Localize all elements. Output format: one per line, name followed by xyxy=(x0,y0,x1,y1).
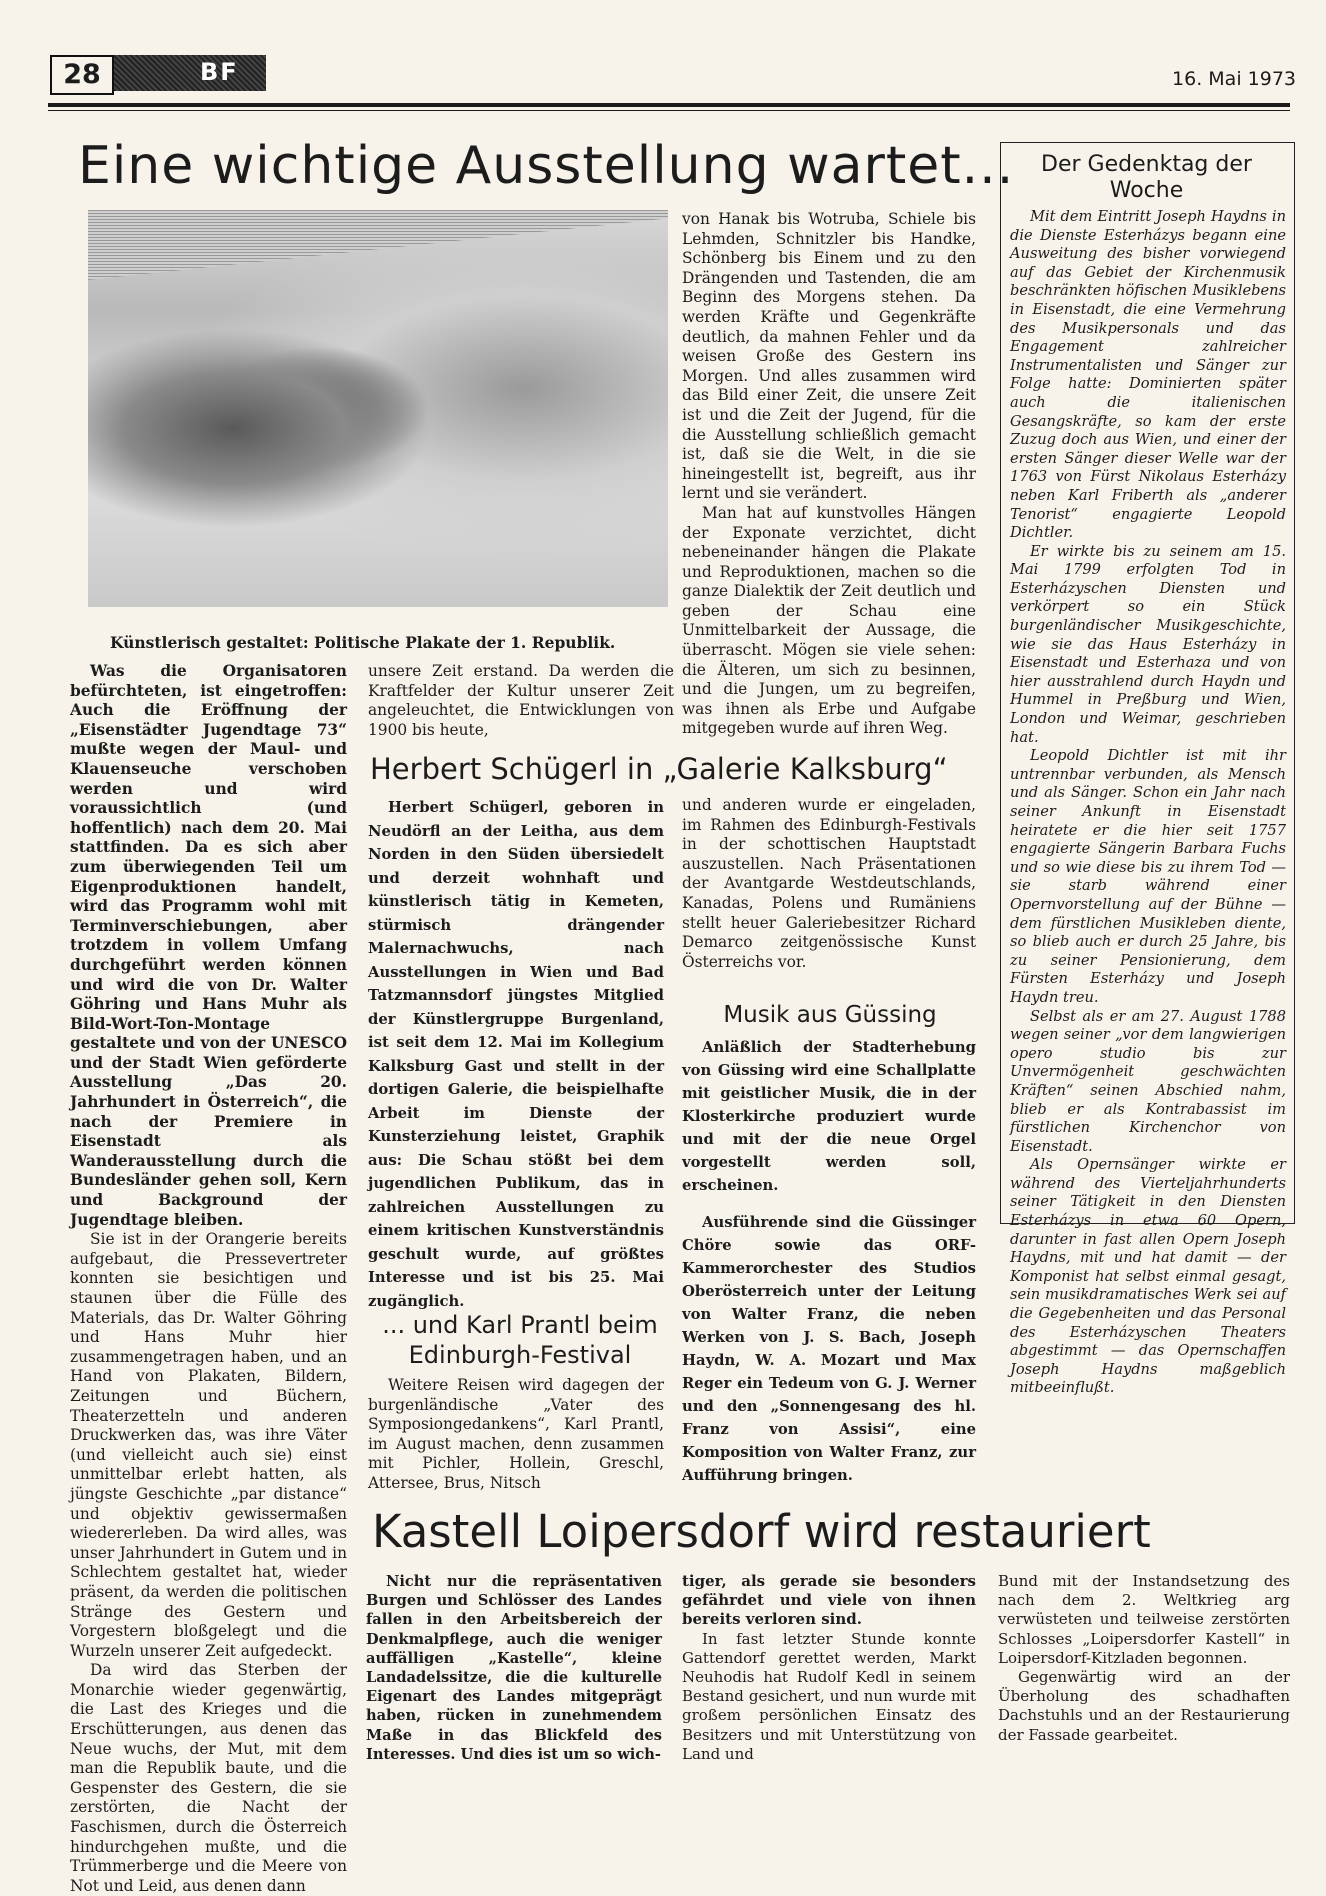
sidebar-paragraph: Mit dem Eintritt Joseph Haydns in die Dienste Esterházys begann eine Ausweitung des bisher vorwiegend auf das Gebiet der Kirchenmusik beschränkten höfischen Musiklebens in Eisenstadt, die eine Vermehrung des Musikpersonals und das Engagement zahlreicher Instrumentalisten und Sänger zur Folge hatte: Dominierten später auch die italienischen Gesangskräfte, so kam der erste Zuzug doch aus Wien, und einer der ersten Sänger dieser Welle war der 1763 von Fürst Nikolaus Esterházy neben Karl Friberth als „anderer Tenorist“ engagierte Leopold Dichtler. xyxy=(1010,208,1286,542)
kastell-paragraph: Nicht nur die repräsentativen Burgen und Schlösser des Landes fallen in den Arbeitsbereich der Denkmalpflege, auch die weniger auffälligen „Kastelle“, kleine Landadelssitze, die die kulturelle Eigenart des Landes mitgeprägt haben, rücken in zunehmendem Maße in das Blickfeld des Interesses. Und dies ist um so wich- xyxy=(366,1573,662,1763)
sidebar-paragraph: Leopold Dichtler ist mit ihr untrennbar verbunden, als Mensch und als Sänger. Schon ein Jahr nach seiner Ankunft in Eisenstadt heiratete er die hier seit 1757 engagierte Sängerin Barbara Fuchs und so wie diese bis zu ihrem Tod — sie starb während einer Opernvorstellung auf der Bühne — dem fürstlichen Musikleben diente, so blieb auch er durch 25 Jahre, bis zu seiner Pensionierung, dem Fürsten Esterházy und Joseph Haydn treu. xyxy=(1010,747,1286,1006)
schuegerl-paragraph: und anderen wurde er eingeladen, im Rahmen des Edinburgh-Festivals in der schottischen Hauptstadt auszustellen. Nach Präsentationen der Avantgarde Westdeutschlands, Kanadas, Polens und Rumäniens stellt heuer Galeriebesitzer Richard Demarco zeitgenössische Kunst Österreichs vor. xyxy=(682,796,976,971)
photo-caption: Künstlerisch gestaltet: Politische Plakate der 1. Republik. xyxy=(110,633,616,652)
schuegerl-paragraph: Herbert Schügerl, geboren in Neudörfl an der Leitha, aus dem Norden in den Süden übersiedelt und derzeit wohnhaft und künstlerisch tätig in Kemeten, stürmisch drängender Malernachwuchs, nach Ausstellungen in Wien und Bad Tatzmannsdorf jüngstes Mitglied der Künstlergruppe Burgenland, ist seit dem 12. Mai im Kollegium Kalksburg Gast und stellt in der dortigen Galerie, die beispielhafte Arbeit im Dienste der Kunsterziehung leistet, Graphik aus: Die Schau stößt bei dem jugendlichen Publikum, das in zahlreichen Ausstellungen zu einem kritischen Kunstverständnis geschult wurde, auf größtes Interesse und ist bis 25. Mai zugänglich. xyxy=(368,799,664,1310)
sidebar-paragraph: Selbst als er am 27. August 1788 wegen seiner „vor dem langwierigen opero studio bis zur Unvermögenheit geschwächten Kräften“ seinen Abschied nahm, blieb er als Kontrabassist im fürstlichen Kirchenchor von Eisenstadt. xyxy=(1010,1007,1286,1155)
sidebar-body xyxy=(1010,208,1286,1398)
main-article-col1 xyxy=(70,662,347,1896)
kastell-col3 xyxy=(998,1572,1290,1745)
guessing-body xyxy=(682,1036,976,1487)
header-rule xyxy=(48,103,1290,107)
prantl-body xyxy=(368,1376,664,1494)
main-headline: Eine wichtige Ausstellung wartet... xyxy=(78,136,1015,196)
main-article-col3 xyxy=(682,210,976,739)
header-rule-thin xyxy=(48,110,1290,111)
prantl-headline: ... und Karl Prantl beim Edinburgh-Festival xyxy=(382,1311,658,1369)
issue-date: 16. Mai 1973 xyxy=(1172,68,1296,90)
sidebar-paragraph: Als Opernsänger wirkte er während des Vierteljahrhunderts seiner Tätigkeit in den Diensten Esterházys in etwa 60 Opern, darunter in fast allen Opern Joseph Haydns, mit und hat damit — der Komponist hat selbst einmal gesagt, sein musikdramatisches Werk sei auf die Gegebenheiten und das Personal des Esterházyschen Theaters abgestimmt — das Opernschaffen Joseph Haydns maßgeblich mitbeeinflußt. xyxy=(1010,1156,1286,1397)
schuegerl-body-cont xyxy=(682,796,976,972)
prantl-paragraph: Weitere Reisen wird dagegen der burgenländische „Vater des Symposiongedankens“, Karl Prantl, im August machen, denn zusammen mit Pichler, Hollein, Greschl, Attersee, Brus, Nitsch xyxy=(368,1376,664,1492)
schuegerl-headline: Herbert Schügerl in „Galerie Kalksburg“ xyxy=(370,752,948,786)
schuegerl-body xyxy=(368,796,664,1313)
page-number: 28 xyxy=(50,55,114,95)
exhibition-photo xyxy=(88,210,668,607)
kastell-col1 xyxy=(366,1572,662,1764)
main-paragraph: Da wird das Sterben der Monarchie wieder gegenwärtig, die Last des Krieges und die Erschütterungen, aus denen das Neue wuchs, der Mut, mit dem man die Republik baute, und die Gespenster des Gestern, die sie zerstörten, die Nacht der Faschismen, durch die Österreich hindurchgehen mußte, und die Trümmerberge und die Meere von Not und Leid, aus denen dann xyxy=(70,1661,347,1895)
sidebar-title: Der Gedenktag der Woche xyxy=(1041,152,1252,203)
section-label: BF xyxy=(200,58,239,86)
guessing-paragraph: Anläßlich der Stadterhebung von Güssing wird eine Schallplatte mit geistlicher Musik, die in der Klosterkirche produziert wurde und mit der die neue Orgel vorgestellt werden soll, erscheinen. xyxy=(682,1039,976,1194)
kastell-headline: Kastell Loipersdorf wird restauriert xyxy=(372,1505,1151,1558)
kastell-paragraph: Bund mit der Instandsetzung des nach dem 2. Weltkrieg arg verwüsteten und teilweise zerstörten Schlosses „Loipersdorfer Kastell“ in Loipersdorf-Kitzladen begonnen. xyxy=(998,1572,1290,1667)
main-lead: Was die Organisatoren befürchteten, ist eingetroffen: Auch die Eröffnung der „Eisenstädter Jugendtage 73“ mußte wegen der Maul- und Klauenseuche verschoben werden und wird voraussichtlich (und hoffentlich) nach dem 20. Mai stattfinden. Da es sich aber zum überwiegenden Teil um Eigenproduktionen handelt, wird das Programm wohl mit Terminverschiebungen, aber trotzdem in vollem Umfang durchgeführt werden können und wird die von Dr. Walter Göhring und Hans Muhr als Bild-Wort-Ton-Montage gestaltete und von der UNESCO und der Stadt Wien geförderte Ausstellung „Das 20. Jahrhundert in Österreich“, die nach der Premiere in Eisenstadt als Wanderausstellung durch die Bundesländer gehen soll, Kern und Background der Jugendtage bleiben. xyxy=(70,662,347,1229)
guessing-paragraph: Ausführende sind die Güssinger Chöre sowie das ORF-Kammerorchester des Studios Oberösterreich unter der Leitung von Walter Franz, die neben Werken von J. S. Bach, Joseph Haydn, W. A. Mozart und Max Reger ein Tedeum von G. J. Werner und den „Sonnengesang des hl. Franz von Assisi“, eine Komposition von Walter Franz, zur Aufführung bringen. xyxy=(682,1214,976,1484)
main-paragraph: von Hanak bis Wotruba, Schiele bis Lehmden, Schnitzler bis Handke, Schönberg bis Einem und zu den Drängenden und Tastenden, die am Beginn des Morgens stehen. Da werden Kräfte und Gegenkräfte deutlich, da mahnen Fehler und da weisen Große des Gestern ins Morgen. Und alles zusammen wird das Bild einer Zeit, die unsere Zeit ist und die Zeit der Jugend, für die die Ausstellung schließlich gemacht ist, daß sie die Welt, in die sie hineingestellt ist, begreift, aus ihr lernt und sie verändert. xyxy=(682,210,976,503)
kastell-paragraph: In fast letzter Stunde konnte Gattendorf gerettet werden, Markt Neuhodis hat Rudolf Kedl in seinem Bestand gesichert, und nun wurde mit großem persönlichen Einsatz des Besitzers und mit Unterstützung von Land und xyxy=(682,1629,976,1763)
main-paragraph: Man hat auf kunstvolles Hängen der Exponate verzichtet, dicht nebeneinander hängen die Plakate und Reproduktionen, machen so die ganze Dialektik der Zeit deutlich und geben der Schau eine Unmittelbarkeit der Aussage, die überrascht. Mögen sie viele sehen: die Älteren, um sich zu besinnen, und die Jungen, um zu begreifen, was ihnen als Erbe und Aufgabe mitgegeben wurde auf ihren Weg. xyxy=(682,503,976,738)
section-banner xyxy=(114,55,266,91)
kastell-paragraph: tiger, als gerade sie besonders gefährdet und viele von ihnen bereits verloren sind. xyxy=(682,1572,976,1629)
kastell-paragraph: Gegenwärtig wird an der Überholung des schadhaften Dachstuhls und an der Restaurierung der Fassade gearbeitet. xyxy=(998,1668,1290,1744)
main-paragraph: Sie ist in der Orangerie bereits aufgebaut, die Pressevertreter konnten sie besichtigen und staunen über die Fülle des Materials, das Dr. Walter Göhring und Hans Muhr hier zusammengetragen haben, und an Hand von Plakaten, Bildern, Zeitungen und Büchern, Theaterzetteln und anderen Druckwerken das, was ihre Väter (und vielleicht auch sie) einst unmittelbar erlebt hatten, als jüngste Geschichte „par distance“ und objektiv gewissermaßen wiedererleben. Da wird alles, was unser Jahrhundert in Gutem und in Schlechtem gestaltet hat, wieder präsent, da werden die politischen Stränge des Gestern und Vorgestern bloßgelegt und die Wurzeln unserer Zeit aufgedeckt. xyxy=(70,1230,347,1660)
main-article-col2 xyxy=(368,662,674,740)
kastell-col2 xyxy=(682,1572,976,1764)
sidebar-paragraph: Er wirkte bis zu seinem am 15. Mai 1799 erfolgten Tod in Esterházyschen Diensten und verkörpert so ein Stück burgenländischer Musikgeschichte, wie sie das Haus Esterházy in Eisenstadt und Esterhaza und von hier ausstrahlend durch Haydn und Hummel in Preßburg und Wien, London und Weimar, geschrieben hat. xyxy=(1010,542,1286,746)
main-paragraph: unsere Zeit erstand. Da werden die Kraftfelder der Kultur unserer Zeit angeleuchtet, die Entwicklungen von 1900 bis heute, xyxy=(368,662,674,739)
guessing-headline: Musik aus Güssing xyxy=(723,1002,937,1028)
